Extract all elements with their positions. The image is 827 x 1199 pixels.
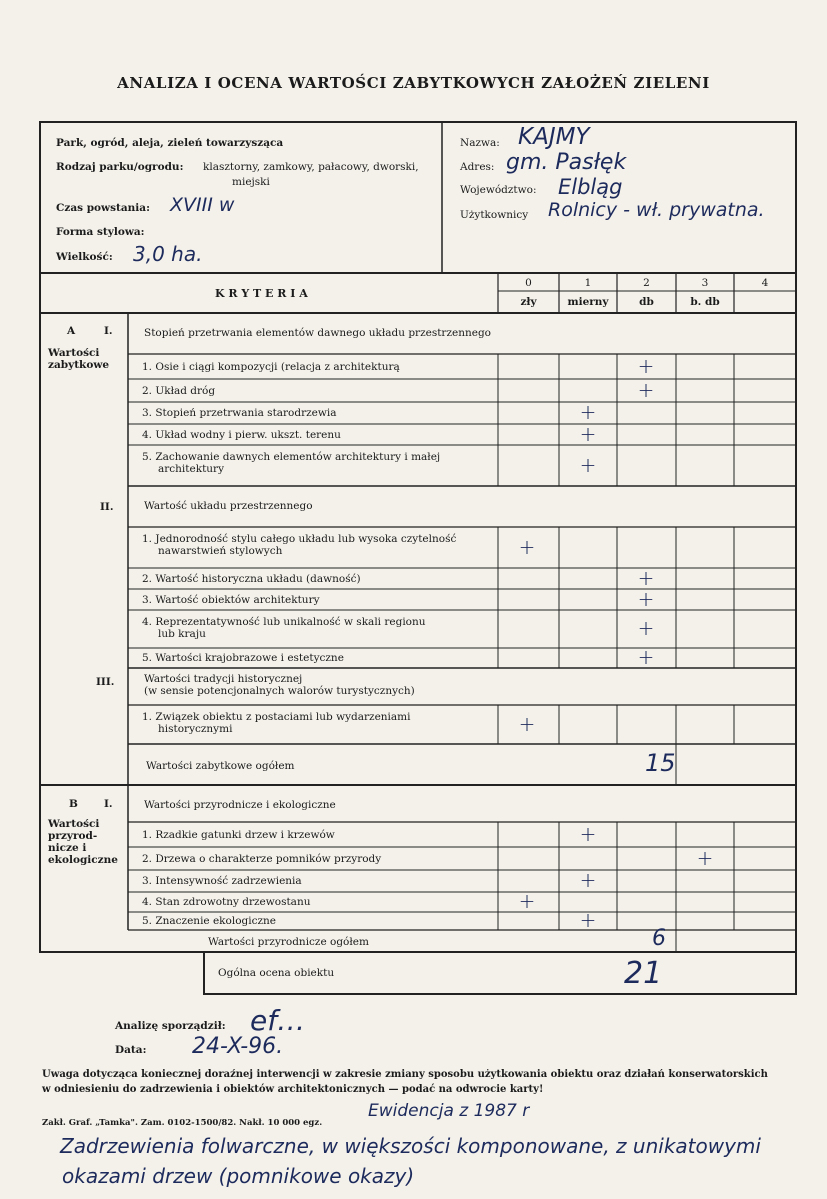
section-a-name-line2: zabytkowe [48, 359, 110, 371]
criterion-label: 3. Wartość obiektów architektury [142, 593, 320, 606]
size-label: Wielkość: [56, 251, 113, 263]
score-mark-plus[interactable]: + [637, 586, 655, 611]
overall-value[interactable]: 21 [624, 956, 663, 991]
criterion-label: 3. Stopień przetrwania starodrzewia [142, 407, 337, 419]
scale-col-label: mierny [567, 296, 609, 308]
scale-col-num: 3 [701, 277, 709, 289]
name-value[interactable]: KAJMY [518, 124, 590, 150]
score-mark-plus[interactable]: + [637, 377, 655, 402]
criterion-label: 1. Związek obiektu z postaciami lub wydarzeniami [142, 711, 411, 723]
criterion-label-cont: nawarstwień stylowych [158, 545, 283, 557]
kind-options-line2: miejski [232, 176, 270, 188]
score-mark-plus[interactable]: + [637, 616, 655, 640]
score-mark-plus[interactable]: + [579, 400, 597, 424]
section-a-roman2: II. [100, 501, 114, 513]
section-b-group-title: Wartości przyrodnicze i ekologiczne [144, 799, 336, 811]
notice-line1: Uwaga dotycząca koniecznej doraźnej interwencji w zakresie zmiany sposobu użytkowania obiektu oraz działań konserwatorskich [42, 1069, 768, 1080]
section-b-total-value[interactable]: 6 [652, 926, 666, 951]
criterion-label: 2. Wartość historyczna układu (dawność) [142, 572, 361, 585]
section-a-roman: I. [104, 325, 113, 337]
notice-line2: w odniesieniu do zadrzewienia i obiektów architektonicznych — podać na odwrocie karty! [42, 1084, 544, 1095]
section-b-name-line1: Wartości [48, 818, 100, 830]
period-label: Czas powstania: [56, 202, 150, 214]
section-a-letter: A [67, 325, 76, 337]
criterion-label: 4. Reprezentatywność lub unikalność w skali regionu [142, 616, 426, 628]
section-b-total-label: Wartości przyrodnicze ogółem [208, 936, 369, 948]
criterion-label-cont: historycznymi [158, 723, 233, 735]
handwritten-note-line1[interactable]: Zadrzewienia folwarczne, w większości komponowane, z unikatowymi [60, 1134, 761, 1158]
criterion-label: 2. Układ dróg [142, 384, 216, 397]
scale-col-num: 1 [584, 277, 592, 289]
score-mark-plus[interactable]: + [579, 452, 597, 477]
criterion-label: 4. Układ wodny i pierw. ukszt. terenu [142, 428, 341, 441]
prepared-label: Analizę sporządził: [115, 1020, 226, 1032]
style-label: Forma stylowa: [56, 226, 145, 238]
voivodeship-value[interactable]: Elbląg [558, 175, 623, 199]
date-value[interactable]: 24-X-96. [192, 1034, 284, 1059]
section-b-name-line2: przyrod- [48, 830, 98, 842]
scale-col-label: db [639, 296, 654, 308]
criterion-label: 4. Stan zdrowotny drzewostanu [142, 896, 311, 908]
section-b-letter: B [69, 798, 78, 810]
kind-label: Rodzaj parku/ogrodu: [56, 161, 184, 173]
section-a-total-value[interactable]: 15 [645, 749, 676, 777]
scale-col-num: 0 [525, 277, 532, 289]
criterion-label: 5. Wartości krajobrazowe i estetyczne [142, 652, 344, 664]
section-a-total-label: Wartości zabytkowe ogółem [146, 760, 295, 772]
kind-options-line1: klasztorny, zamkowy, pałacowy, dworski, [203, 161, 419, 173]
score-mark-plus[interactable]: + [579, 868, 597, 892]
criterion-label: 1. Rzadkie gatunki drzew i krzewów [142, 828, 335, 841]
scale-col-label: zły [520, 296, 537, 308]
print-info: Zakł. Graf. „Tamka". Zam. 0102-1500/82. Nakł. 10 000 egz. [42, 1118, 323, 1128]
period-value[interactable]: XVIII w [170, 194, 235, 216]
section-a-roman3: III. [96, 676, 115, 688]
group2-title: Wartość układu przestrzennego [144, 500, 313, 512]
section-b-name-line3: nicze i [48, 842, 87, 854]
score-mark-plus[interactable]: + [637, 353, 655, 378]
scale-col-label: b. db [690, 296, 720, 308]
section-b-name-line4: ekologiczne [48, 854, 118, 866]
group3-title-line2: (w sensie potencjonalnych walorów turystycznych) [144, 685, 415, 697]
score-mark-plus[interactable]: + [637, 645, 655, 669]
score-mark-plus[interactable]: + [518, 711, 536, 736]
address-value[interactable]: gm. Pasłęk [506, 150, 627, 175]
handwritten-note-line2[interactable]: okazami drzew (pomnikowe okazy) [62, 1164, 415, 1188]
score-mark-plus[interactable]: + [518, 889, 536, 913]
form-title: ANALIZA I OCENA WARTOŚCI ZABYTKOWYCH ZAŁOŻEŃ ZIELENI [117, 74, 710, 92]
criterion-label-cont: lub kraju [158, 628, 206, 640]
group3-title-line1: Wartości tradycji historycznej [144, 673, 303, 685]
evidence-note[interactable]: Ewidencja z 1987 r [368, 1101, 530, 1121]
name-label: Nazwa: [460, 137, 500, 149]
criterion-label: 1. Jednorodność stylu całego układu lub wysoka czytelność [142, 533, 457, 545]
score-mark-plus[interactable]: + [637, 565, 655, 590]
criterion-label: 3. Intensywność zadrzewienia [142, 875, 302, 887]
criterion-label: 2. Drzewa o charakterze pomników przyrody [142, 852, 382, 865]
size-value[interactable]: 3,0 ha. [133, 242, 203, 266]
address-label: Adres: [460, 161, 495, 173]
score-mark-plus[interactable]: + [579, 421, 597, 446]
section-a-name-line1: Wartości [48, 347, 100, 359]
criterion-label: 5. Znaczenie ekologiczne [142, 915, 277, 927]
section-b-roman: I. [104, 798, 113, 810]
prepared-signature[interactable]: ef… [250, 1004, 306, 1037]
score-mark-plus[interactable]: + [579, 821, 597, 846]
criterion-label: 1. Osie i ciągi kompozycji (relacja z architekturą [142, 360, 400, 373]
criteria-label: K R Y T E R I A [215, 287, 308, 300]
scale-col-num: 4 [761, 277, 769, 289]
score-mark-plus[interactable]: + [579, 908, 597, 932]
users-value[interactable]: Rolnicy - wł. prywatna. [548, 199, 765, 221]
date-label: Data: [115, 1044, 147, 1056]
scale-col-num: 2 [643, 277, 650, 289]
overall-label: Ogólna ocena obiektu [218, 967, 335, 979]
group1-title: Stopień przetrwania elementów dawnego układu przestrzennego [144, 327, 491, 339]
score-mark-plus[interactable]: + [696, 845, 714, 870]
park-type-label: Park, ogród, aleja, zieleń towarzysząca [56, 137, 284, 149]
score-mark-plus[interactable]: + [518, 534, 536, 559]
users-label: Użytkownicy [460, 209, 529, 221]
voivodeship-label: Województwo: [460, 184, 537, 196]
criterion-label-cont: architektury [158, 463, 225, 475]
criterion-label: 5. Zachowanie dawnych elementów architektury i małej [142, 451, 441, 463]
